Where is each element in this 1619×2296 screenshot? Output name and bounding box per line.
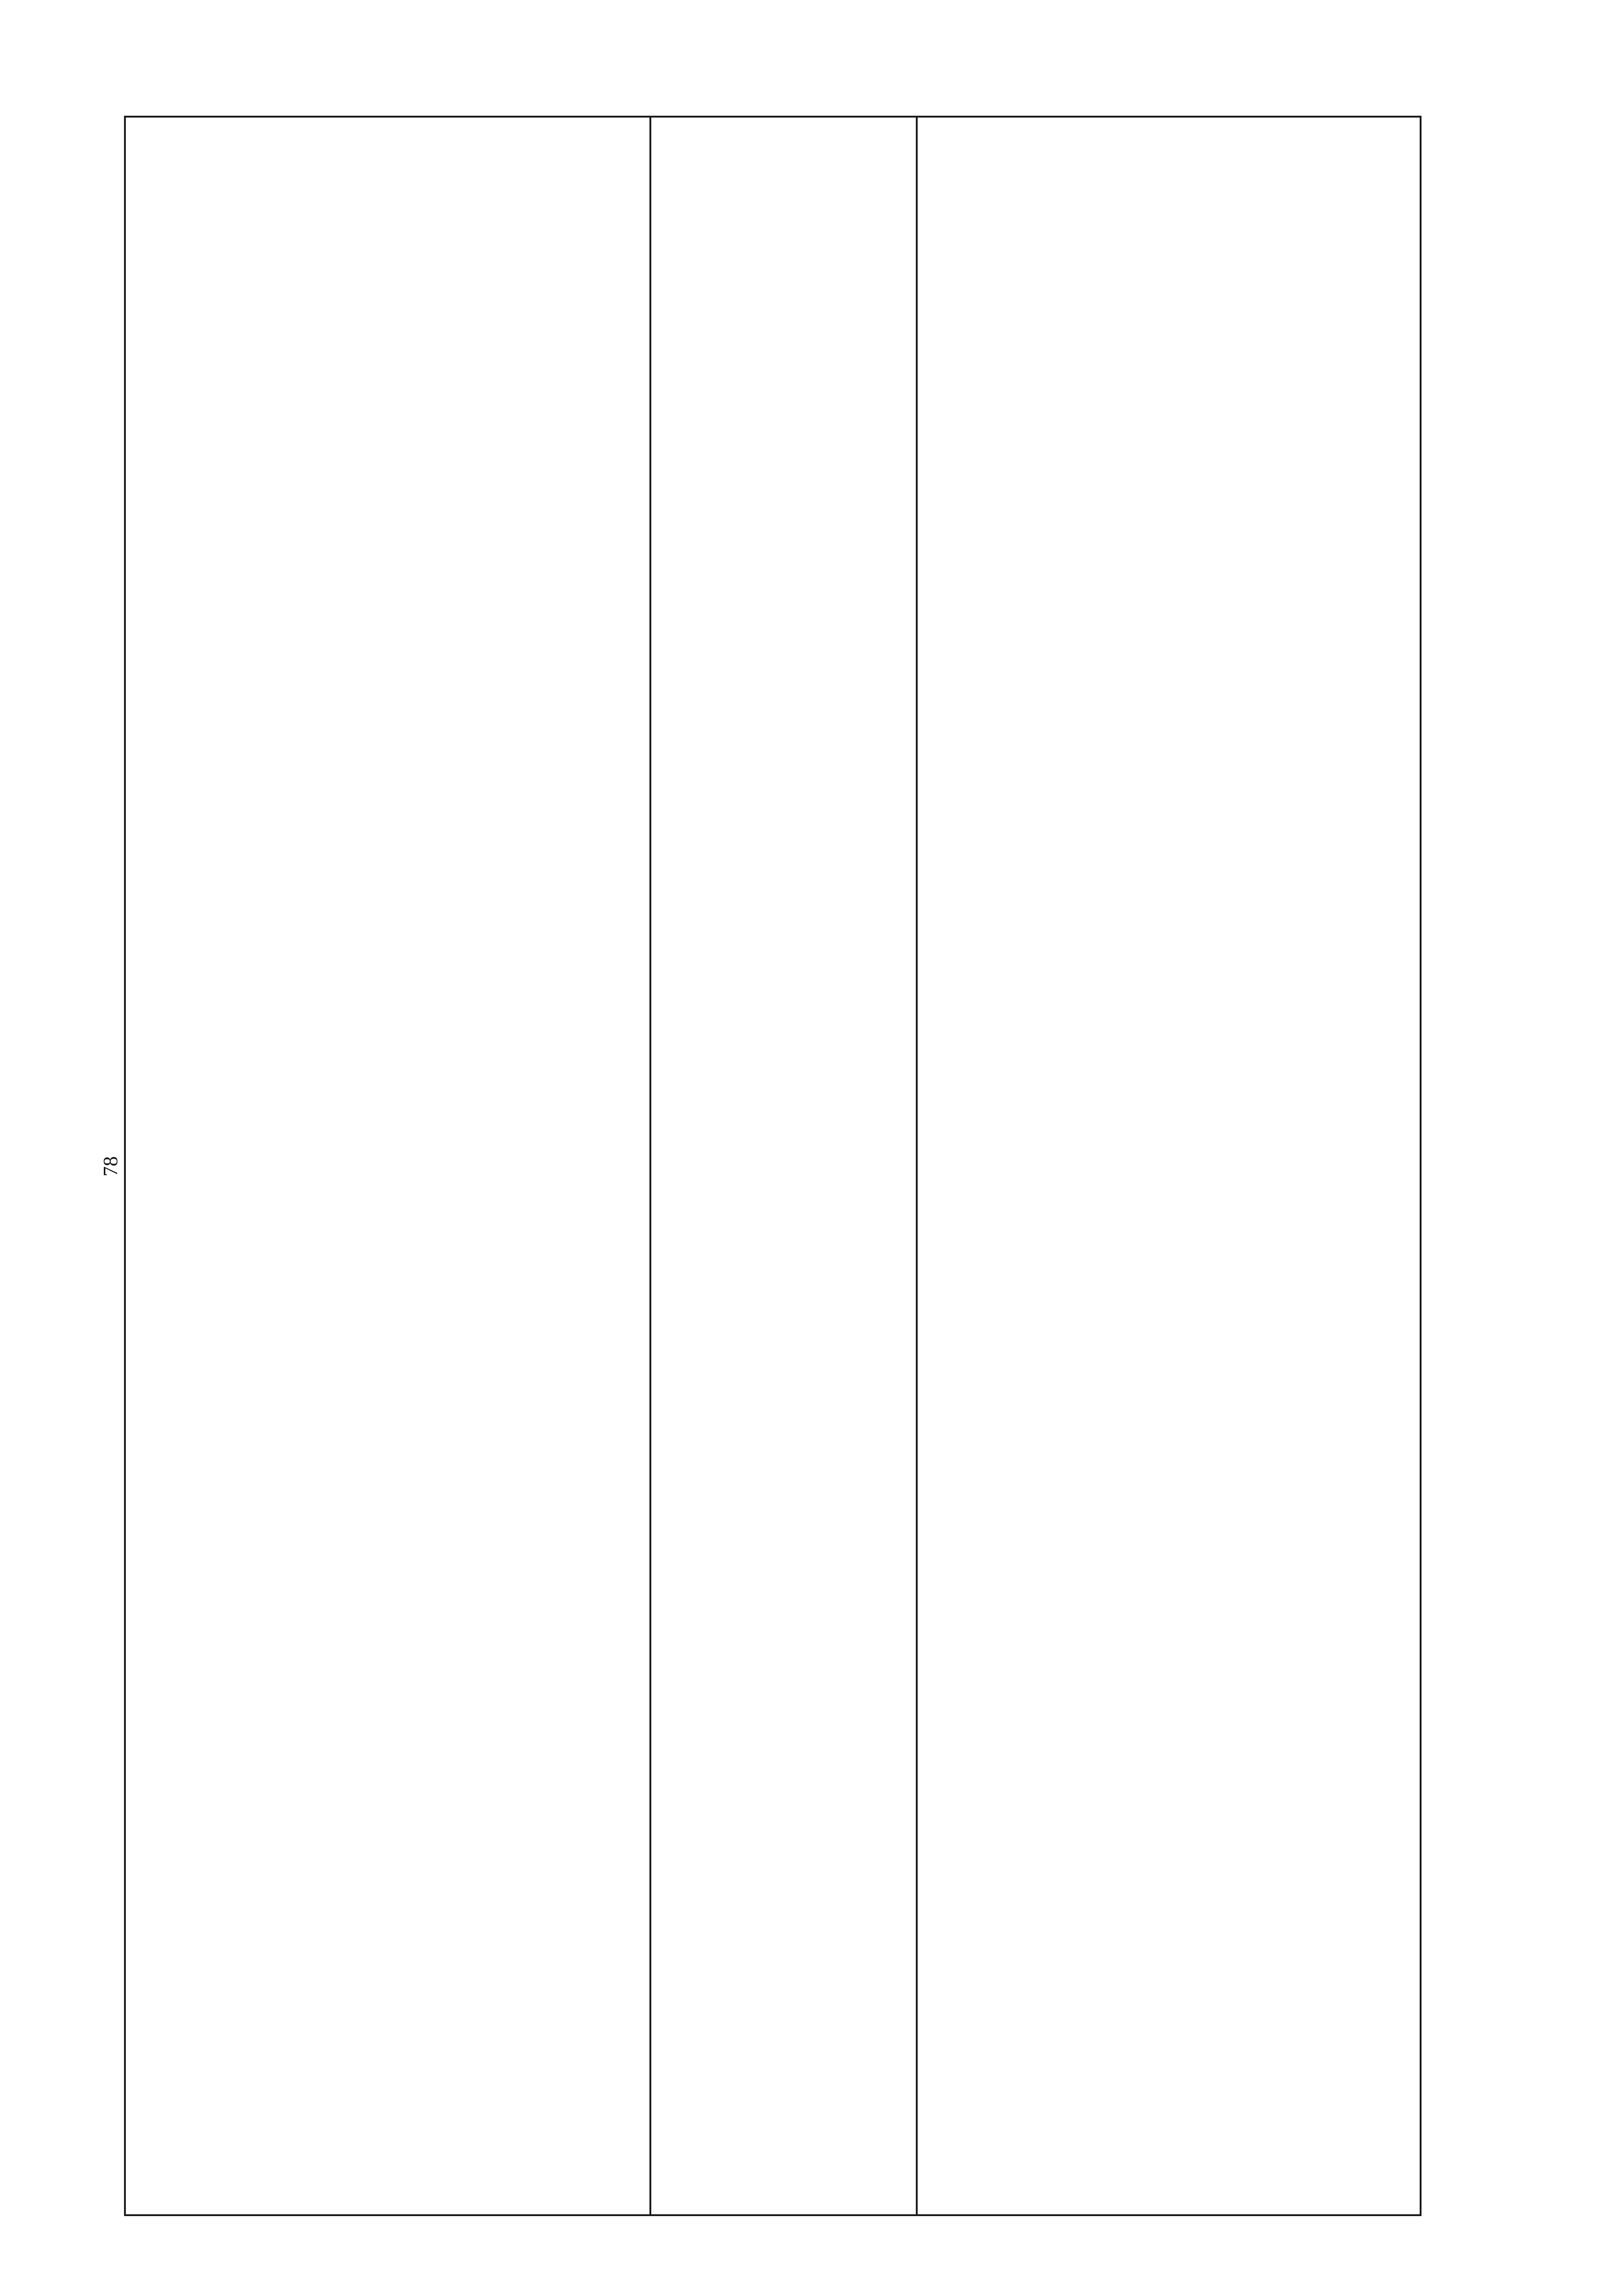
criteria-table (124, 116, 1422, 2216)
table-row (916, 118, 1423, 2214)
table-row (126, 118, 649, 2214)
page-number: 78 (99, 1156, 122, 1176)
table-row (649, 118, 916, 2214)
